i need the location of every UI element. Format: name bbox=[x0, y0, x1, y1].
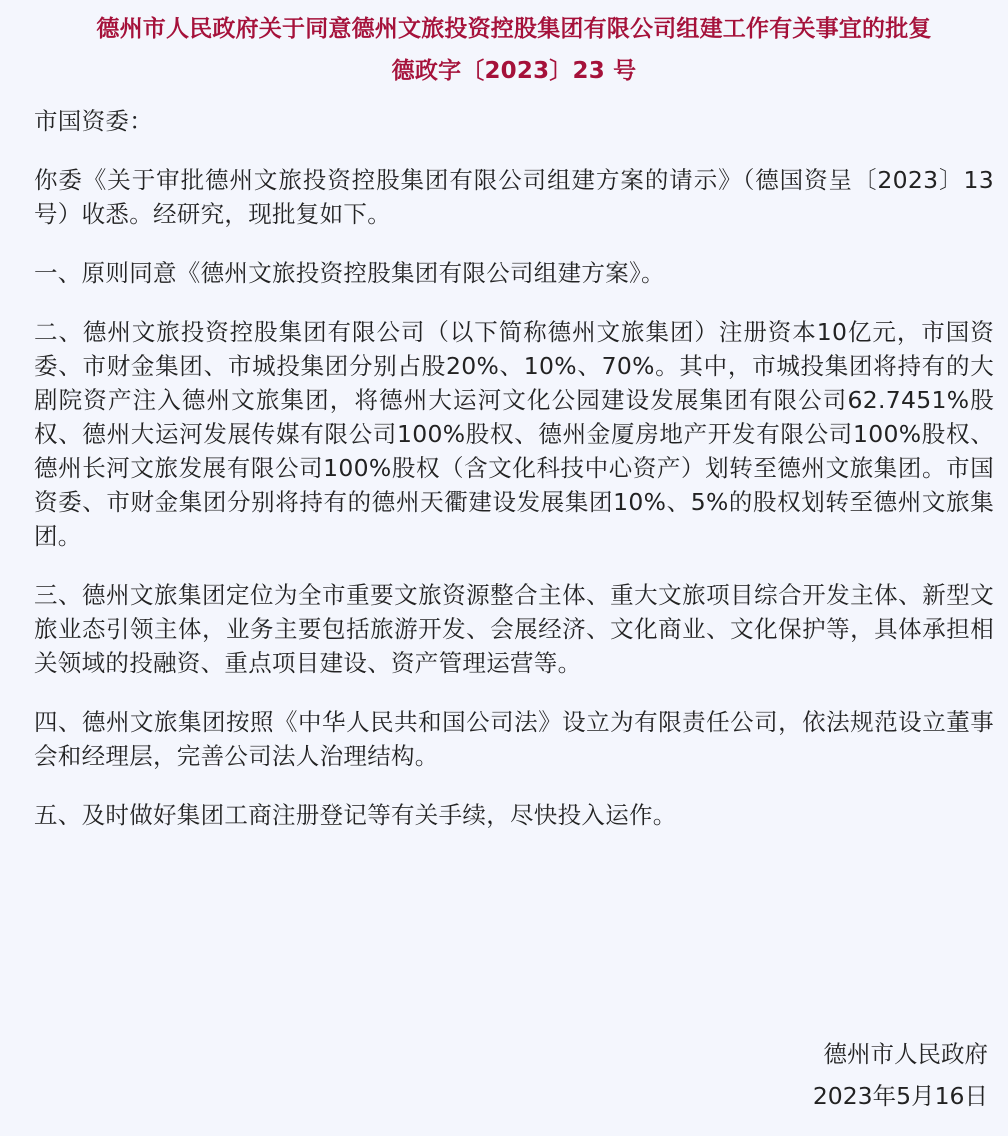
document-body bbox=[34, 0, 994, 832]
item-3-paragraph: 三、德州文旅集团定位为全市重要文旅资源整合主体、重大文旅项目综合开发主体、新型文旅业态引领主体，业务主要包括旅游开发、会展经济、文化商业、文化保护等，具体承担相关领域的投融资、重点项目建设、资产管理运营等。 bbox=[34, 581, 994, 677]
issuer-name: 德州市人民政府 bbox=[823, 1040, 988, 1068]
signature-block bbox=[813, 1033, 988, 1117]
item-1-paragraph: 一、原则同意《德州文旅投资控股集团有限公司组建方案》。 bbox=[34, 259, 665, 287]
item-2-paragraph: 二、德州文旅投资控股集团有限公司（以下简称德州文旅集团）注册资本10亿元，市国资委、市财金集团、市城投集团分别占股20%、10%、70%。其中，市城投集团将持有的大剧院资产注入德州文旅集团，将德州大运河文化公园建设发展集团有限公司62.7451%股权、德州大运河发展传媒有限公司100%股权、德州金厦房地产开发有限公司100%股权、德州长河文旅发展有限公司100%股权（含文化科技中心资产）划转至德州文旅集团。市国资委、市财金集团分别将持有的德州天衢建设发展集团10%、5%的股权划转至德州文旅集团。 bbox=[34, 318, 994, 550]
item-5-paragraph: 五、及时做好集团工商注册登记等有关手续，尽快投入运作。 bbox=[34, 801, 677, 829]
issue-date: 2023年5月16日 bbox=[812, 1082, 988, 1110]
intro-paragraph: 你委《关于审批德州文旅投资控股集团有限公司组建方案的请示》（德国资呈〔2023〕13号）收悉。经研究，现批复如下。 bbox=[34, 166, 994, 228]
document-number: 德政字〔2023〕23 号 bbox=[391, 58, 637, 84]
addressee: 市国资委： bbox=[34, 107, 153, 135]
document-title: 德州市人民政府关于同意德州文旅投资控股集团有限公司组建工作有关事宜的批复 bbox=[96, 16, 932, 42]
item-4-paragraph: 四、德州文旅集团按照《中华人民共和国公司法》设立为有限责任公司，依法规范设立董事会和经理层，完善公司法人治理结构。 bbox=[34, 708, 994, 770]
